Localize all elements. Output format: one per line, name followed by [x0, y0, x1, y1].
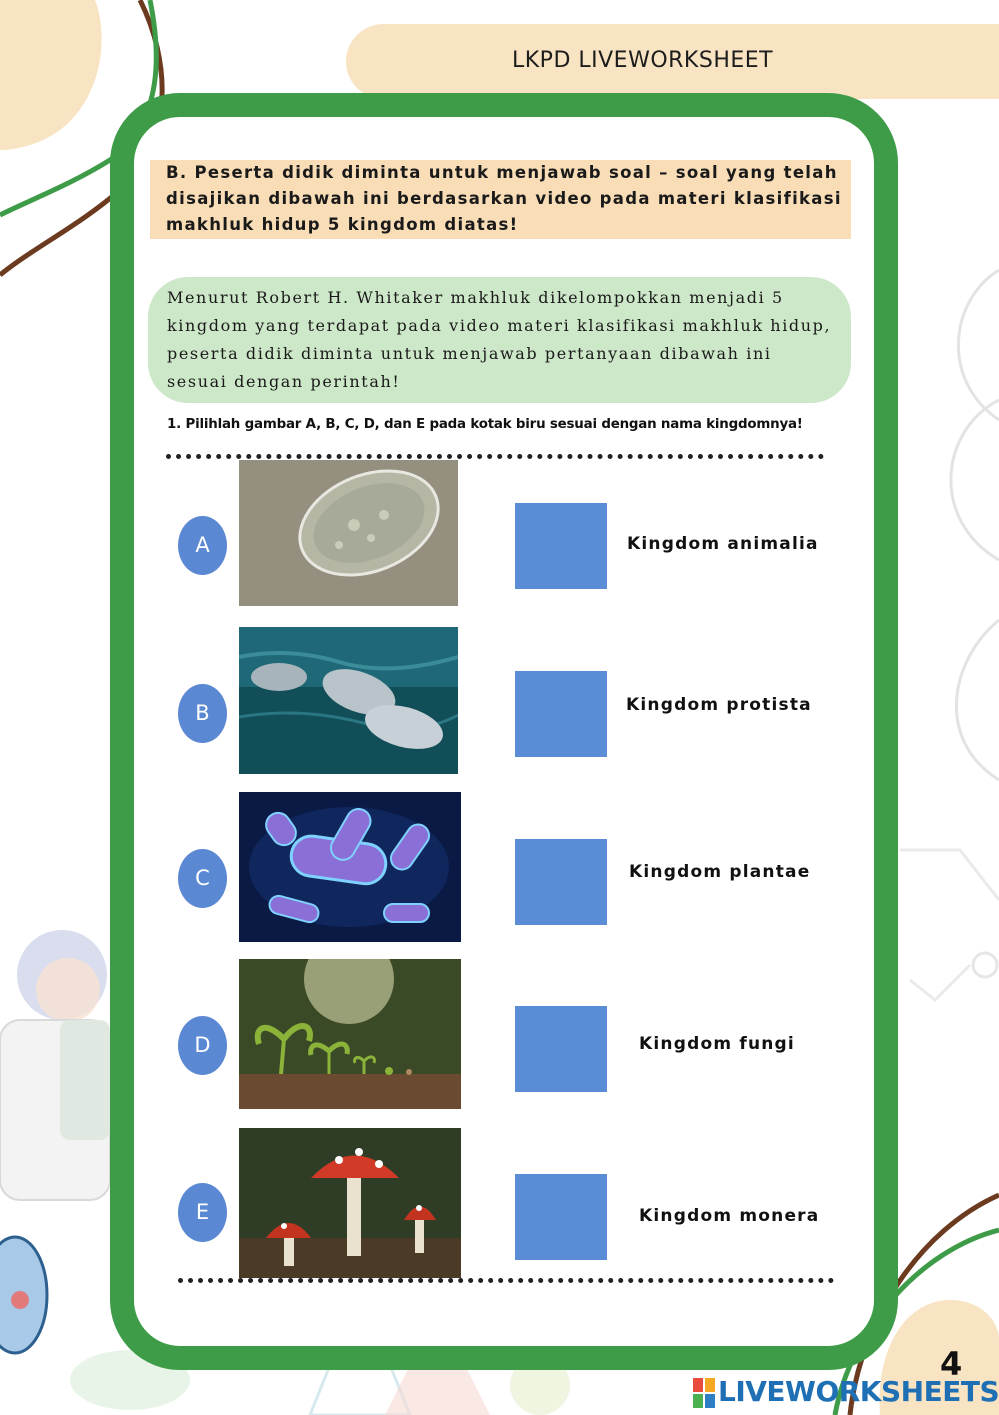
divider-top — [166, 454, 824, 459]
option-letter-e: E — [178, 1183, 227, 1242]
kingdom-label-1: Kingdom animalia — [627, 534, 819, 554]
divider-bottom — [178, 1278, 834, 1283]
answer-box-1[interactable] — [515, 503, 607, 589]
liveworksheets-logo-icon — [693, 1378, 715, 1408]
mushrooms-image[interactable] — [239, 1128, 461, 1278]
kingdom-label-2: Kingdom protista — [626, 695, 812, 715]
header-title: LKPD LIVEWORKSHEET — [512, 48, 774, 73]
seedlings-image[interactable] — [239, 959, 461, 1109]
instruction-text: B. Peserta didik diminta untuk menjawab soal – soal yang telah disajikan dibawah ini berdasarkan video pada materi klasifikasi makhluk hidup 5 kingdom diatas! — [166, 163, 842, 234]
option-letter-c: C — [178, 849, 227, 908]
answer-box-4[interactable] — [515, 1006, 607, 1092]
kingdom-label-3: Kingdom plantae — [629, 862, 811, 882]
option-letter-a: A — [178, 516, 227, 575]
answer-box-5[interactable] — [515, 1174, 607, 1260]
dolphins-image[interactable] — [239, 627, 458, 774]
option-letter-b: B — [178, 684, 227, 743]
liveworksheets-logo-text: LIVEWORKSHEETS — [718, 1375, 999, 1408]
page-number: 4 — [940, 1345, 963, 1383]
kingdom-label-5: Kingdom monera — [639, 1206, 820, 1226]
question-text: 1. Pilihlah gambar A, B, C, D, dan E pada kotak biru sesuai dengan nama kingdomnya! — [167, 417, 803, 432]
intro-text: Menurut Robert H. Whitaker makhluk dikelompokkan menjadi 5 kingdom yang terdapat pada video materi klasifikasi makhluk hidup, peserta didik diminta untuk menjawab pertanyaan dibawah ini sesuai dengan perintah! — [167, 288, 832, 391]
answer-box-2[interactable] — [515, 671, 607, 757]
answer-box-3[interactable] — [515, 839, 607, 925]
paramecium-image[interactable] — [239, 460, 458, 606]
option-letter-d: D — [178, 1016, 227, 1075]
kingdom-label-4: Kingdom fungi — [639, 1034, 795, 1054]
bacteria-image[interactable] — [239, 792, 461, 942]
